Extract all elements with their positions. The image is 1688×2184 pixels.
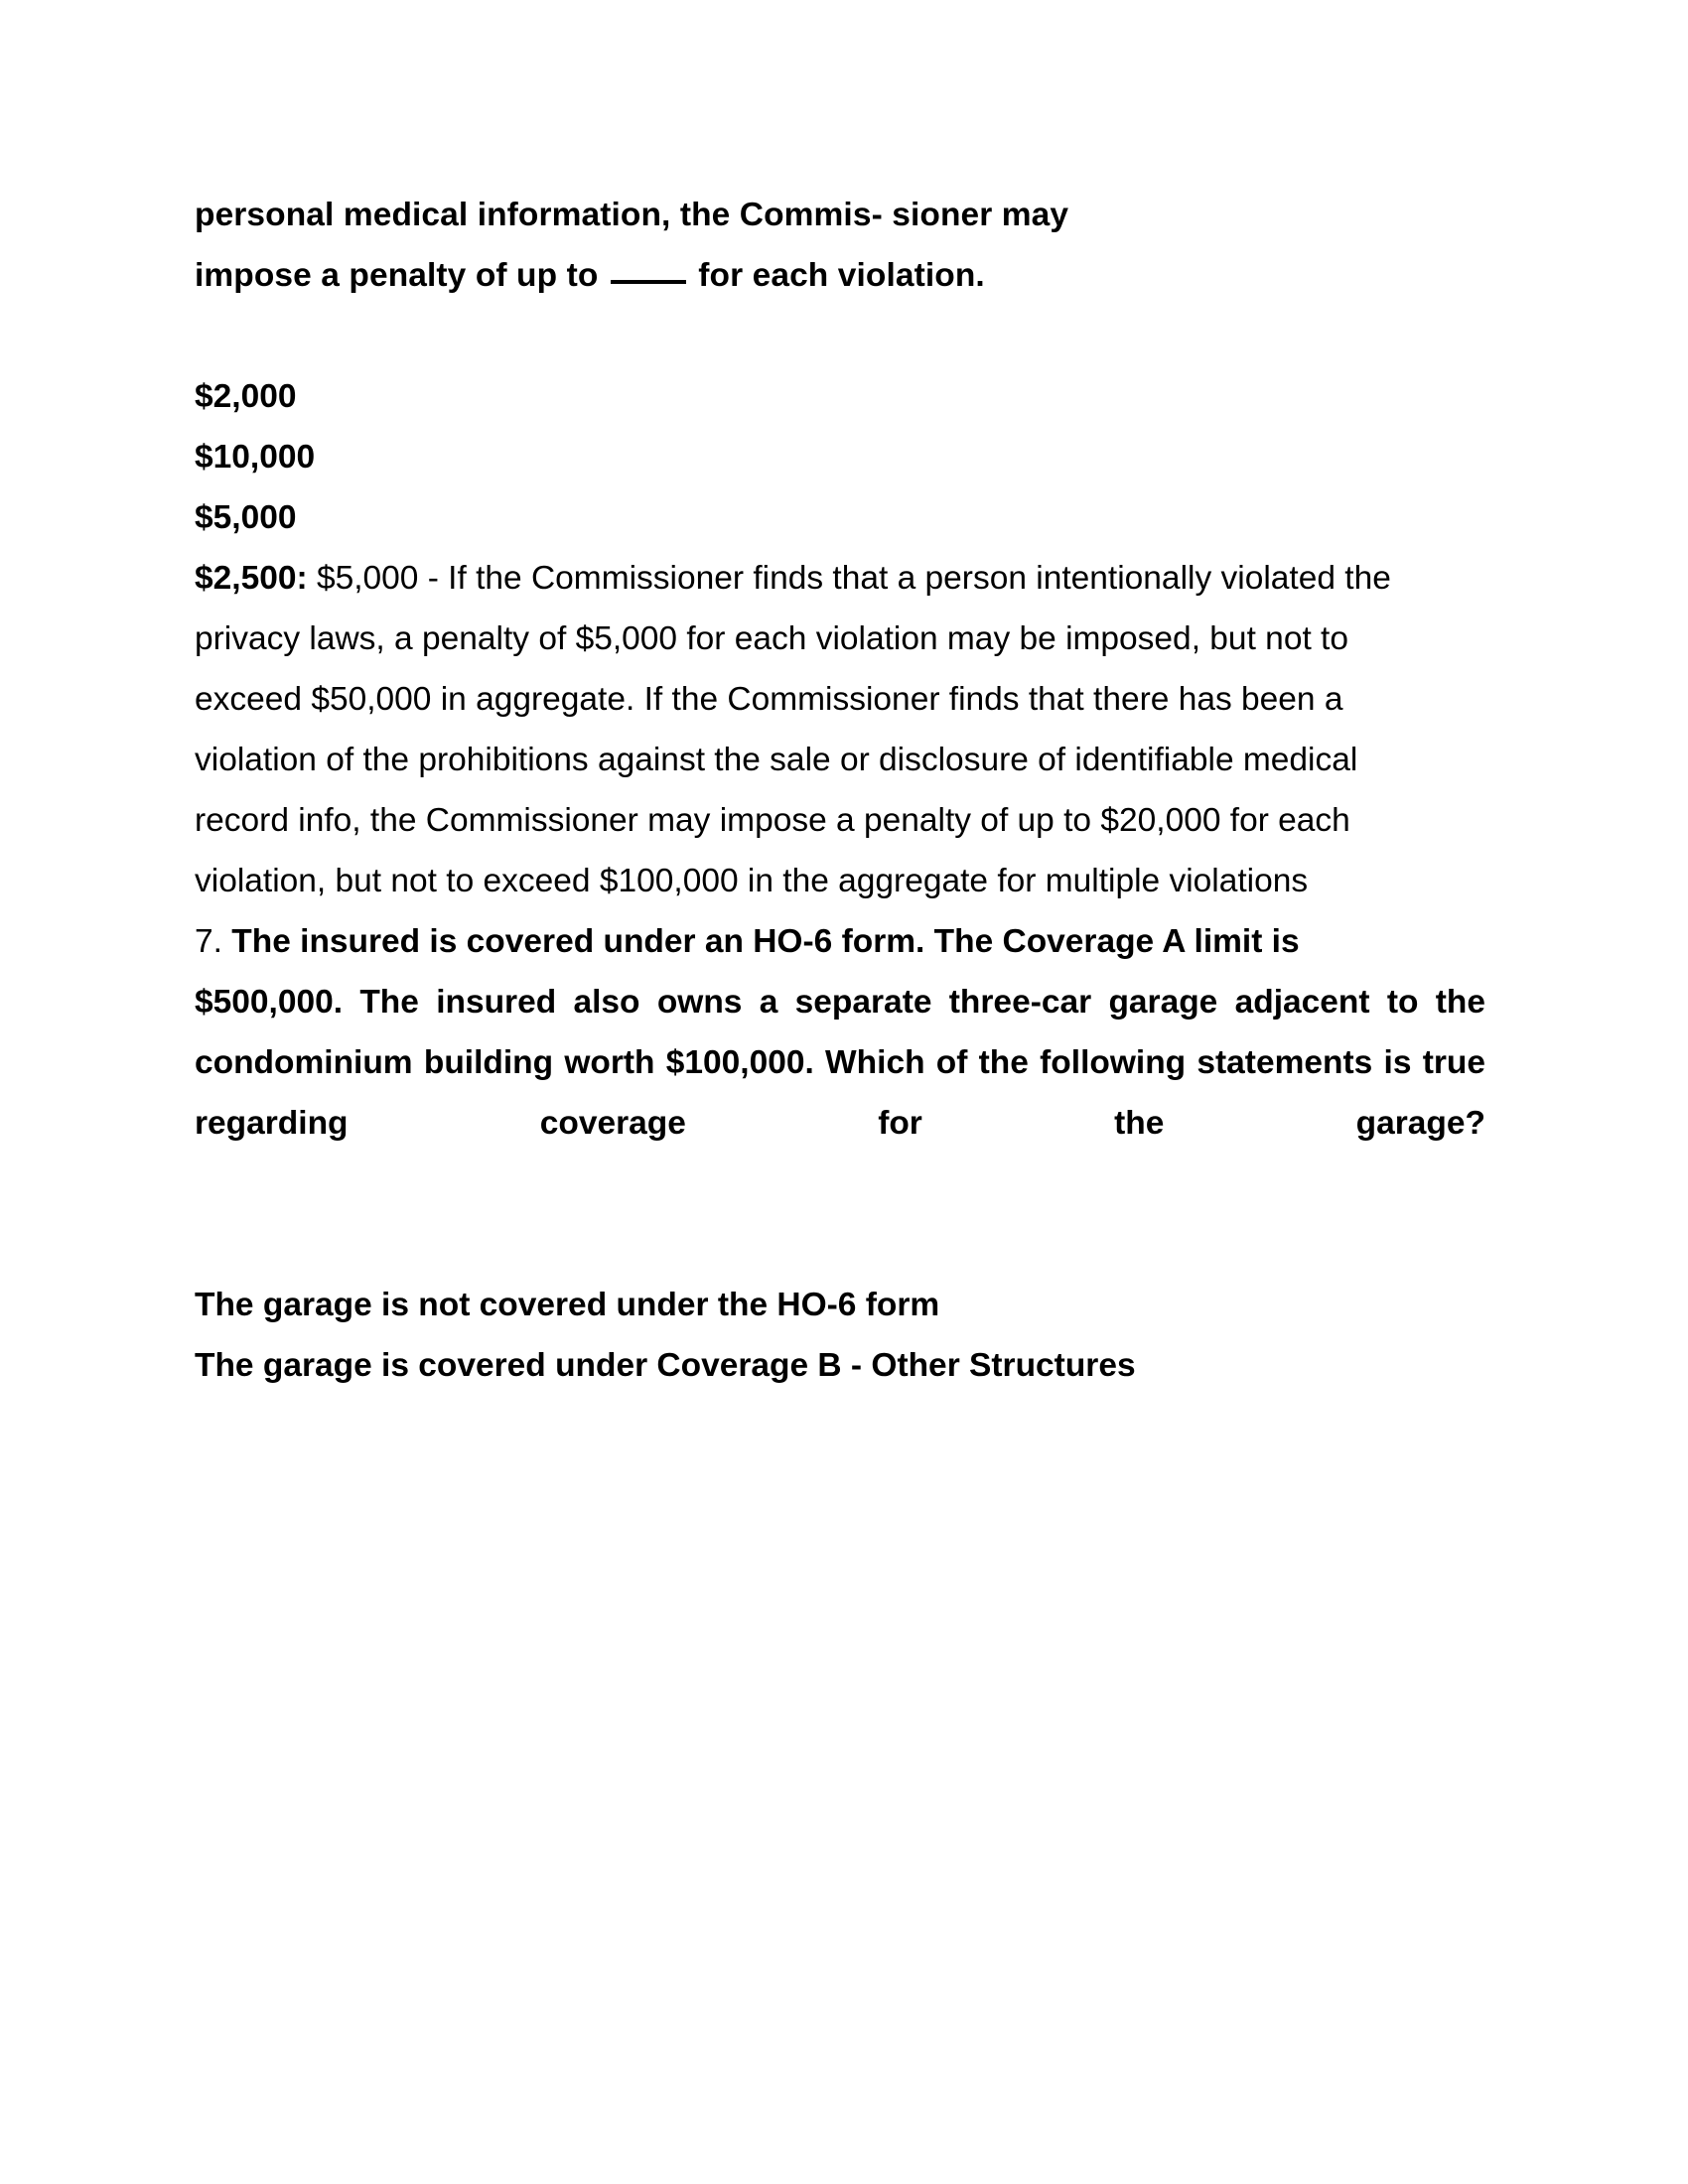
question-stem-text-2a: impose a penalty of up to — [195, 257, 599, 294]
question-stem-text-1: personal medical information, the Commis- sioner may — [195, 197, 1069, 233]
question-7-option-item-1[interactable] — [195, 1275, 1484, 1335]
option-label-1: $2,000 — [195, 378, 297, 415]
option-label-2: $10,000 — [195, 439, 316, 476]
question-7-heading — [195, 911, 1454, 972]
question-stem-line-1 — [195, 185, 1336, 245]
question-7-heading-text: The insured is covered under an HO-6 form. The Coverage A limit is — [231, 923, 1300, 960]
question-7-body — [195, 972, 1485, 1214]
question-stem — [195, 185, 1484, 306]
option-item-1[interactable] — [195, 366, 1484, 427]
question-7-number: 7. — [195, 923, 222, 960]
question-7-options-spacer — [195, 1214, 1484, 1275]
answer-explanation — [195, 548, 1454, 911]
answer-explanation-text: $5,000 - If the Commissioner finds that a person intentionally violated the privacy laws, a penalty of $5,000 for each violation may be imposed, but not to exceed $50,000 in aggregate. If the Commissioner finds that there has been a violation of the prohibitions against the sale or disclosure of identifiable medical record info, the Commissioner may impose a penalty of up to $20,000 for each violation, but not to exceed $100,000 in the aggregate for multiple violations — [195, 560, 1391, 899]
option-label-3: $5,000 — [195, 499, 297, 536]
option-item-2[interactable] — [195, 427, 1484, 487]
option-item-3[interactable] — [195, 487, 1484, 548]
question-7-body-text: $500,000. The insured also owns a separate three-car garage adjacent to the condominium building worth $100,000. Which of the following statements is true regarding coverage for the garage? — [195, 984, 1485, 1142]
question-stem-text-2b: for each violation. — [698, 257, 985, 294]
question-stem-line-2 — [195, 245, 1336, 306]
fill-in-blank — [611, 280, 686, 284]
stem-options-spacer — [195, 306, 1484, 366]
answer-label: $2,500: — [195, 560, 308, 597]
question-7-option-label-1: The garage is not covered under the HO-6 form — [195, 1287, 940, 1323]
question-7-option-label-2: The garage is covered under Coverage B - Other Structures — [195, 1347, 1136, 1384]
question-7-option-item-2[interactable] — [195, 1335, 1484, 1396]
